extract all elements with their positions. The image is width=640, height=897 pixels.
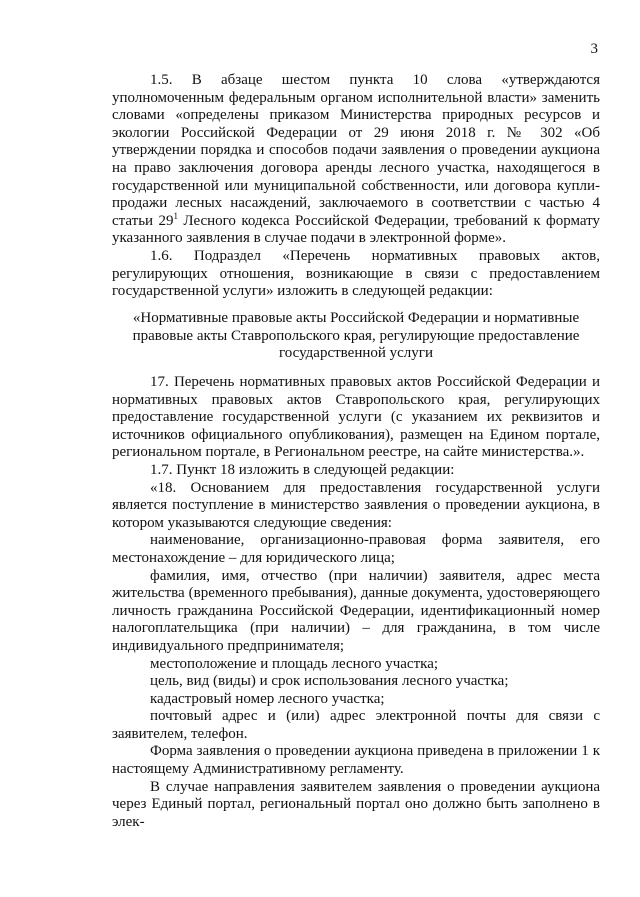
- paragraph-fio: фамилия, имя, отчество (при наличии) заявителя, адрес места жительства (временного пребывания), данные документа, удостоверяющего личность гражданина Российской Федерации, идентификационный номер налогоплательщика (при наличии) – для гражданина, в том числе индивидуального предпринимателя;: [112, 567, 600, 654]
- paragraph-17: 17. Перечень нормативных правовых актов Российской Федерации и нормативных правовых актов Ставропольского края, регулирующих предоставление государственной услуги (с указанием их реквизитов и источников официального опубликования), размещен на Едином портале, региональном портале, в Региональном реестре, на сайте министерства.».: [112, 374, 600, 461]
- paragraph-case: В случае направления заявителем заявления о проведении аукциона через Единый портал, региональный портал оно должно быть заполнено в элек-: [112, 778, 600, 830]
- paragraph-name: наименование, организационно-правовая форма заявителя, его местонахождение – для юридического лица;: [112, 532, 600, 566]
- section-bottom: [112, 374, 600, 831]
- paragraph-1-6: 1.6. Подраздел «Перечень нормативных правовых актов, регулирующих отношения, возникающие в связи с предоставлением государственной услуги» изложить в следующей редакции:: [112, 247, 600, 300]
- page-number: 3: [590, 41, 598, 57]
- paragraph-1-5: 1.5. В абзаце шестом пункта 10 слова «утверждаются уполномоченным федеральным органом исполнительной власти» заменить словами «определены приказом Министерства природных ресурсов и экологии Российской Федерации от 29 июня 2018 г. № 302 «Об утверждении порядка и способов подачи заявления о проведении аукциона на право заключения договора аренды лесного участка, находящегося в государственной или муниципальной собственности, или договора купли-продажи лесных насаждений, заключаемого в соответствии с частью 4 статьи $29^1$ Лесного кодекса Российской Федерации, требований к формату указанного заявления в случае подачи в электронной форме».: [112, 72, 601, 247]
- paragraph-form: Форма заявления о проведении аукциона приведена в приложении 1 к настоящему Административному регламенту.: [112, 743, 600, 778]
- paragraph-goal: цель, вид (виды) и срок использования лесного участка;: [150, 673, 509, 690]
- paragraph-cadastre: кадастровый номер лесного участка;: [150, 690, 385, 707]
- superscript: 1: [173, 210, 178, 221]
- subsection-heading: «Нормативные правовые акты Российской Федерации и нормативные правовые акты Ставропольского края, регулирующие предоставление государственной услуги: [132, 310, 580, 362]
- paragraph-18: «18. Основанием для предоставления государственной услуги является поступление в министерство заявления о проведении аукциона, в котором указываются следующие сведения:: [112, 479, 600, 531]
- paragraph-1-7: 1.7. Пункт 18 изложить в следующей редакции:: [150, 461, 455, 478]
- section-top: [112, 72, 600, 301]
- paragraph-location: местоположение и площадь лесного участка;: [150, 655, 439, 672]
- paragraph-mail: почтовый адрес и (или) адрес электронной почты для связи с заявителем, телефон.: [112, 708, 600, 742]
